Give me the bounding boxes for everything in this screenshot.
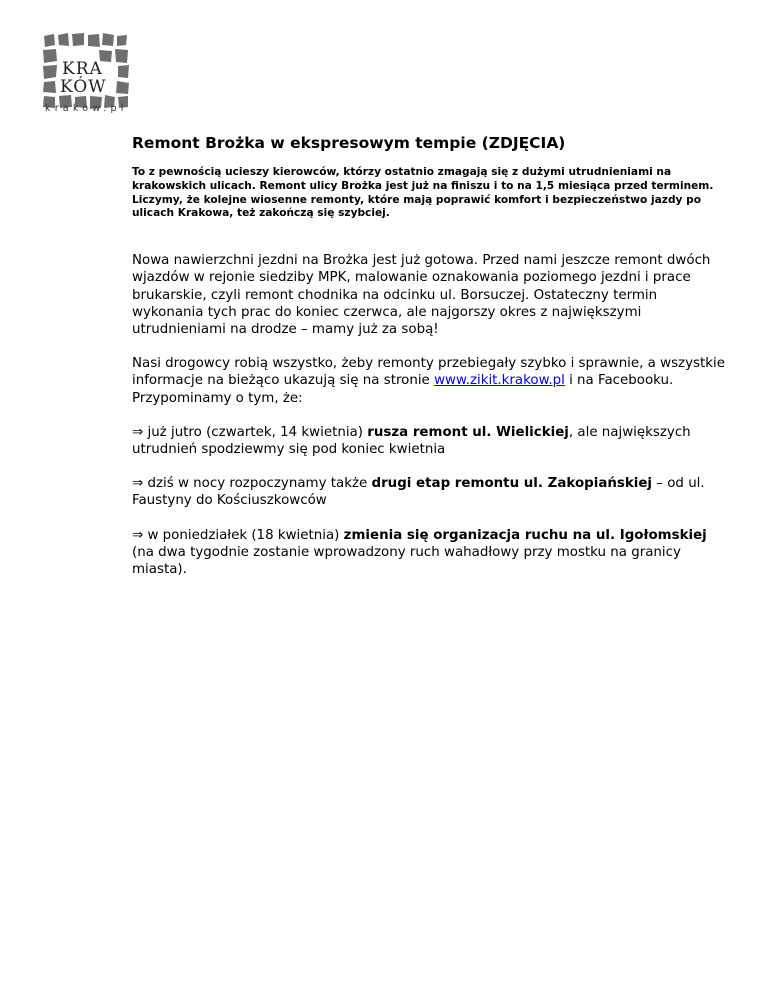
bullet-text: ⇒ w poniedziałek (18 kwietnia) xyxy=(132,527,344,543)
article-lead: To z pewnością ucieszy kierowców, którzy ostatnio zmagają się z dużymi utrudnieniami na krakowskich ulicach. Remont ulicy Brożka jest już na finiszu i to na 1,5 miesiąca przed terminem. Liczymy, że kolejne wiosenne remonty, które mają poprawić komfort i bezpieczeństwo jazdy po ulicach Krakowa, też zakończą się szybciej. xyxy=(132,166,714,220)
bullet-text: , ale największych utrudnień spodziewmy się pod koniec kwietnia xyxy=(132,424,691,458)
bullet-text: ⇒ dziś w nocy rozpoczynamy także xyxy=(132,476,372,492)
bullet-emphasis: drugi etap remontu ul. Zakopiańskiej xyxy=(371,476,653,492)
zikit-link[interactable]: www.zikit.krakow.pl xyxy=(434,373,565,389)
article-title: Remont Brożka w ekspresowym tempie (ZDJĘCIA) xyxy=(132,134,566,152)
bullet-item xyxy=(132,475,732,509)
article-paragraph-with-link xyxy=(132,355,732,407)
article-paragraph: Nowa nawierzchni jezdni na Brożka jest już gotowa. Przed nami jeszcze remont dwóch wjazdów w rejonie siedziby MPK, malowanie oznakowania poziomego jezdni i prace brukarskie, czyli remont chodnika na odcinku ul. Borsuczej. Ostateczny termin wykonania tych prac do koniec czerwca, ale najgorszy okres z największymi utrudnieniami na drodze – mamy już za sobą! xyxy=(132,253,711,337)
article xyxy=(132,132,732,578)
bullet-text: (na dwa tygodnie zostanie wprowadzony ruch wahadłowy przy mostku na granicy miasta). xyxy=(132,544,681,578)
paragraph-text: Nasi drogowcy robią wszystko, żeby remonty przebiegały szybko i sprawnie, a wszystkie informacje na bieżąco ukazują się na stronie xyxy=(132,356,725,389)
bullet-text: ⇒ już jutro (czwartek, 14 kwietnia) xyxy=(132,424,368,440)
logo-url-text: krakow.pl xyxy=(45,103,128,114)
svg-text:KRA: KRA xyxy=(62,59,103,79)
bullet-item xyxy=(132,527,732,579)
bullet-text: – od ul. Faustyny do Kościuszkowców xyxy=(132,476,705,509)
bullet-item xyxy=(132,424,732,458)
bullet-emphasis: rusza remont ul. Wielickiej xyxy=(367,424,569,440)
paragraph-text: i na Facebooku. Przypominamy o tym, że: xyxy=(132,373,674,406)
svg-text:KÓW: KÓW xyxy=(60,77,107,97)
bullet-emphasis: zmienia się organizacja ruchu na ul. Igołomskiej xyxy=(343,527,707,543)
